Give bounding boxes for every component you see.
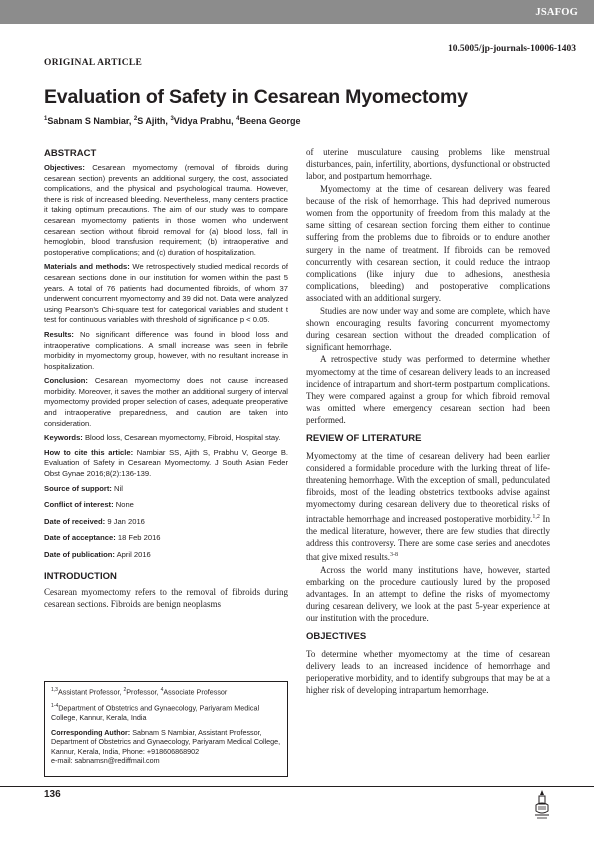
introduction-heading: INTRODUCTION <box>44 570 117 582</box>
affil-title: Professor, <box>126 687 161 697</box>
review-paragraph: Across the world many institutions have, however, started embarking on the procedure cautiously lured by the proposed advantages. In an attempt to define the risks of myomectomy during cesarean delivery, we look at the past 5-year experience at our institution with the procedure. <box>306 564 550 624</box>
conclusion-label: Conclusion: <box>44 376 88 386</box>
objectives-text: Cesarean myomectomy (removal of fibroids during cesarean section) prevents an additional surgery, the cost, associated complications, and the physical and psychological trauma. However, there is risk of increased bleeding. Nevertheless, many centers practice it taking optimum precautions. The aim of our study was to compare cesarean myomectomy patients in those women who underwent cesarean section without fibroid removal for (a) blood loss, fall in hemoglobin, blood transfusion requirement; (b) intraoperative and postoperative complications; and (c) duration of hospitalization. <box>44 163 288 257</box>
meta-date-publication <box>44 550 288 561</box>
abstract-objectives <box>44 163 288 258</box>
results-label: Results: <box>44 329 74 339</box>
author-name: Vidya Prabhu <box>173 116 232 126</box>
author-affil-sup: 2 <box>133 116 138 122</box>
affil-sup: 2 <box>123 687 127 693</box>
author-affil-sup: 4 <box>236 116 240 122</box>
meta-conflict-of-interest <box>44 500 288 511</box>
meta-value: Nil <box>114 483 123 493</box>
review-text: Myomectomy at the time of cesarean delivery had been earlier considered a formidable procedure with the lurking threat of life-threatening hemorrhage. With the exception of small, pedunculated fibroids, most of the leading obstetrics textbooks advise against myomectomy during cesarean delivery due to theoretical risks of intractable hemorrhage and increased postoperative morbidity. <box>306 450 550 524</box>
affil-title: Associate Professor <box>163 687 228 697</box>
affil-department-text: Department of Obstetrics and Gynaecology, Pariyaram Medical College, Kannur, Kerala, India <box>51 703 260 722</box>
doi[interactable]: 10.5005/jp-journals-10006-1403 <box>448 44 576 54</box>
meta-label: Date of publication: <box>44 550 115 559</box>
affiliation-titles <box>51 686 281 697</box>
meta-source-of-support <box>44 484 288 495</box>
corr-text: Sabnam S Nambiar, Assistant Professor, Department of Obstetrics and Gynaecology, Pariyaram Medical College, Kannur, Kerala, India, Phone: +918606868902 <box>51 727 281 756</box>
meta-label: Source of support: <box>44 483 112 493</box>
keywords-label: Keywords: <box>44 433 83 443</box>
objectives-label: Objectives: <box>44 163 85 172</box>
abstract <box>44 148 288 480</box>
author-list: $^1$Sabnam S Nambiar, $^2$S Ajith, $^3$Vidya Prabhu, $^4$Beena George <box>44 116 301 126</box>
page-number: 136 <box>44 789 61 800</box>
journal-name: JSAFOG <box>535 7 578 18</box>
cite-text: Nambiar SS, Ajith S, Prabhu V, George B. Evaluation of Safety in Cesarean Myomectomy. J South Asian Feder Obst Gynae 2016;8(2):136-139. <box>44 447 288 479</box>
affil-sup: 1,3 <box>51 687 58 693</box>
abstract-citation <box>44 448 288 480</box>
affil-title: Assistant Professor, <box>57 687 124 697</box>
meta-label: Date of acceptance: <box>44 533 116 543</box>
footer-divider <box>0 786 594 787</box>
meta-date-acceptance <box>44 533 288 544</box>
body-paragraph: Myomectomy at the time of cesarean delivery was feared because of the risk of hemorrhage. This had deprived numerous women from the opportunity of freedom from this malady at the same sitting of cesarean section forcing them either to continue suffering from the problems due to fibroids or to endure another surgery in the name of treatment. If fibroids can be removed concurrently with cesarean section, it could reduce the intraop complications (like injury due to adhesions, anesthesia complications, bleeding) and postoperative complications associated with an additional surgery. <box>306 183 550 304</box>
meta-value: April 2016 <box>116 550 151 559</box>
left-column <box>44 148 288 610</box>
body-paragraph: A retrospective study was performed to determine whether myomectomy at the time of cesarean delivery leads to an increased incidence of intrapartum and short-term postpartum complications. They were compared against a group for which fibroid removal was omitted where emergency cesarean section had been performed. <box>306 354 550 426</box>
affil-sup: 1-4 <box>51 702 59 709</box>
meta-value: 18 Feb 2016 <box>117 533 161 543</box>
article-type: ORIGINAL ARTICLE <box>44 58 143 68</box>
corr-label: Corresponding Author: <box>51 727 131 737</box>
affiliation-department <box>51 702 281 723</box>
right-column <box>306 146 550 696</box>
abstract-results <box>44 330 288 372</box>
review-text: In the medical literature, however, there are few studies that directly address this controversy. There are some case series and anecdotes that give mixed results. <box>306 513 550 563</box>
abstract-methods <box>44 262 288 326</box>
meta-value: 9 Jan 2016 <box>107 516 145 526</box>
corr-email[interactable]: e-mail: sabnamsn@rediffmail.com <box>51 756 160 766</box>
results-text: No significant difference was found in blood loss and intraoperative complications. A small increase was seen in febrile morbidity in myomectomy group, however, with no resultant increase in hospitalization. <box>44 329 288 371</box>
citation-ref[interactable]: 3-8 <box>389 552 398 559</box>
author-affil-sup: 3 <box>170 116 174 122</box>
affil-sup: 4 <box>160 687 164 693</box>
abstract-heading: ABSTRACT <box>44 148 97 159</box>
author-affil-sup: 1 <box>44 116 48 122</box>
citation-ref[interactable]: 1,2 <box>532 513 540 520</box>
author-name: S Ajith <box>137 116 166 126</box>
methods-label: Materials and methods: <box>44 262 130 272</box>
objectives-paragraph: To determine whether myomectomy at the time of cesarean delivery leads to an increased incidence of hemorrhage and perioperative morbidity, and to identify subgroups that may be at a higher risk of developing intrapartum hemorrhage. <box>306 648 550 696</box>
meta-date-received <box>44 517 288 528</box>
meta-label: Conflict of interest: <box>44 500 114 510</box>
body-paragraph: of uterine musculature causing problems like menstrual disturbances, pain, infertility, abortions, dysfunctional or obstructed labor, and postpartum hemorrhage. <box>306 147 550 182</box>
meta-value: None <box>115 500 134 510</box>
abstract-conclusion <box>44 376 288 429</box>
article-title: Evaluation of Safety in Cesarean Myomectomy <box>44 86 468 108</box>
meta-label: Date of received: <box>44 516 106 526</box>
review-paragraph <box>306 450 550 564</box>
introduction-text: Cesarean myomectomy refers to the removal of fibroids during cesarean sections. Fibroids are benign neoplasms <box>44 586 288 609</box>
cite-label: How to cite this article: <box>44 447 134 457</box>
author-name: Beena George <box>239 116 301 126</box>
conclusion-text: Cesarean myomectomy does not cause increased morbidity. Moreover, it saves the mother an additional surgery of interval myomectomy provided proper selection of cases, adequate preoperative and intraoperative preparedness, and caution are taken into consideration. <box>44 376 288 428</box>
body-paragraph: Studies are now under way and some are complete, which have shown encouraging results favoring concurrent myomectomy during cesarean section without the dreaded complication of significant hemorrhage. <box>306 305 550 353</box>
review-heading: REVIEW OF LITERATURE <box>306 432 422 444</box>
journal-header-bar <box>0 0 594 24</box>
publisher-seal-icon <box>530 787 554 821</box>
author-name: Sabnam S Nambiar <box>47 116 129 126</box>
corresponding-author <box>51 728 281 766</box>
author-affiliations-box <box>44 681 288 777</box>
objectives-heading: OBJECTIVES <box>306 630 367 642</box>
methods-text: We retrospectively studied medical records of cesarean sections done in our institution for women within the past 5 years. A total of 76 patients had documented fibroids, of whom 37 underwent concurrent myomectomy and 39 did not. Data were analyzed using Pearson's Chi-square test for categorical variables and student t test for continuous variables with threshold of significance p < 0.05. <box>44 262 288 325</box>
keywords-text: Blood loss, Cesarean myomectomy, Fibroid, Hospital stay. <box>84 433 281 443</box>
abstract-keywords <box>44 433 288 444</box>
